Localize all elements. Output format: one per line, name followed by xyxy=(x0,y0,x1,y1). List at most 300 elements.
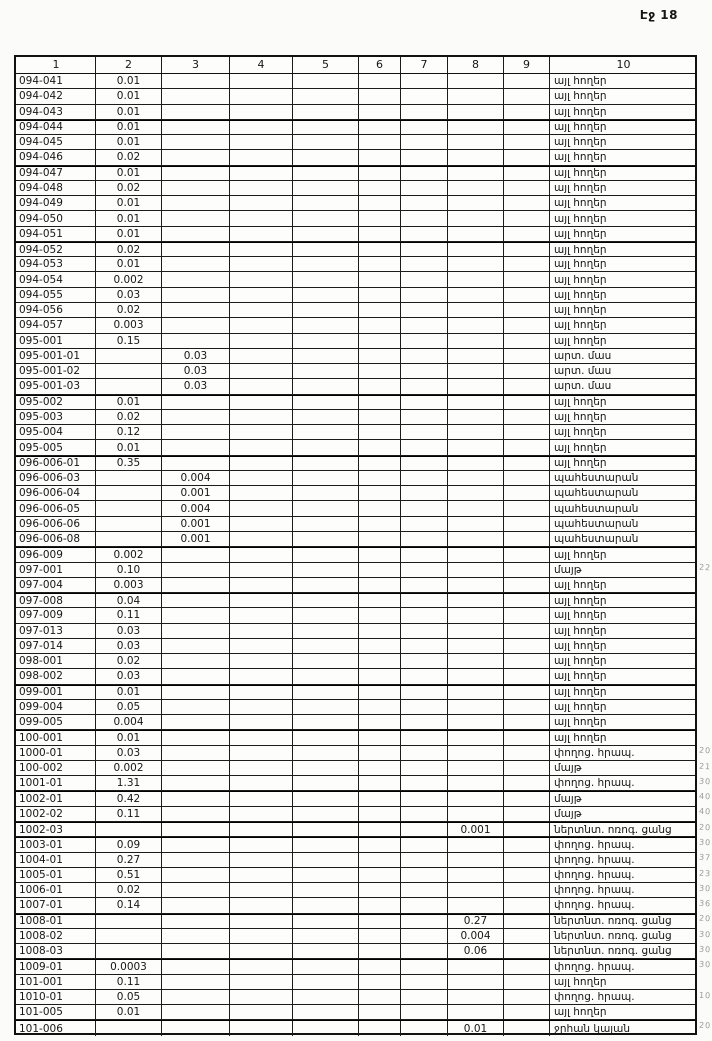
value-cell: 0.01 xyxy=(96,89,162,103)
value-cell xyxy=(162,608,230,622)
value-cell: 0.15 xyxy=(96,334,162,348)
value-cell xyxy=(293,89,359,103)
value-cell xyxy=(230,74,293,88)
parcel-code-cell: 094-053 xyxy=(16,257,96,271)
value-cell xyxy=(401,823,448,836)
value-cell xyxy=(293,1005,359,1019)
value-cell xyxy=(230,929,293,943)
land-use-cell: պահեստարան xyxy=(554,472,639,485)
value-cell xyxy=(401,686,448,699)
value-cell xyxy=(448,686,504,699)
land-use-cell: այլ հողեր xyxy=(554,670,607,683)
land-use-cell: արտ. մաս xyxy=(554,349,612,362)
value-cell xyxy=(96,823,162,836)
value-cell: 0.02 xyxy=(96,243,162,256)
value-cell xyxy=(230,349,293,363)
value-cell xyxy=(162,639,230,653)
value-cell: 0.01 xyxy=(96,227,162,241)
value-cell xyxy=(162,669,230,683)
parcel-code-cell: 1009-01 xyxy=(16,960,96,973)
value-cell xyxy=(230,548,293,561)
handwritten-margin-note: 37 xyxy=(698,852,712,863)
table-row xyxy=(16,822,695,837)
value-cell: 0.14 xyxy=(96,898,162,912)
value-cell xyxy=(504,349,550,363)
value-cell xyxy=(504,227,550,241)
value-cell xyxy=(230,517,293,531)
value-cell xyxy=(293,440,359,454)
value-cell xyxy=(359,349,401,363)
value-cell: 0.0003 xyxy=(96,960,162,973)
value-cell xyxy=(504,823,550,836)
column-header: 8 xyxy=(448,57,504,73)
table-row xyxy=(16,700,695,715)
land-use-cell: պահեստարան xyxy=(554,487,639,500)
parcel-code-cell: 095-004 xyxy=(16,425,96,439)
value-cell xyxy=(504,257,550,271)
table-row xyxy=(16,563,695,578)
value-cell xyxy=(293,594,359,607)
value-cell: 0.003 xyxy=(96,578,162,592)
parcel-code-cell: 1003-01 xyxy=(16,838,96,851)
value-cell xyxy=(359,807,401,821)
value-cell xyxy=(293,915,359,928)
handwritten-margin-note: 30 xyxy=(698,776,712,787)
value-cell: 0.51 xyxy=(96,868,162,882)
value-cell xyxy=(401,608,448,622)
table-row xyxy=(16,669,695,684)
parcel-code-cell: 094-045 xyxy=(16,135,96,149)
value-cell xyxy=(96,471,162,485)
value-cell xyxy=(401,548,448,561)
land-use-cell: այլ հողեր xyxy=(554,334,607,347)
value-cell xyxy=(162,898,230,912)
value-cell xyxy=(448,257,504,271)
land-use-cell: պահեստարան xyxy=(554,517,639,530)
value-cell xyxy=(448,776,504,790)
land-use-cell: այլ հողեր xyxy=(554,578,607,591)
value-cell xyxy=(401,578,448,592)
value-cell xyxy=(504,898,550,912)
value-cell xyxy=(162,167,230,180)
land-use-cell: այլ հողեր xyxy=(554,732,607,745)
value-cell xyxy=(359,761,401,775)
value-cell xyxy=(504,838,550,851)
value-cell xyxy=(448,624,504,638)
value-cell xyxy=(504,578,550,592)
value-cell xyxy=(359,883,401,897)
value-cell xyxy=(293,960,359,973)
parcel-code-cell: 094-049 xyxy=(16,196,96,210)
value-cell xyxy=(293,686,359,699)
value-cell xyxy=(230,334,293,348)
value-cell xyxy=(401,746,448,760)
value-cell xyxy=(448,639,504,653)
land-use-cell: այլ հողեր xyxy=(554,686,607,699)
value-cell: 0.03 xyxy=(162,349,230,363)
parcel-code-cell: 095-001-01 xyxy=(16,349,96,363)
value-cell xyxy=(230,608,293,622)
value-cell xyxy=(230,257,293,271)
parcel-code-cell: 099-001 xyxy=(16,686,96,699)
land-use-cell: այլ հողեր xyxy=(554,288,607,301)
land-use-cell: մայթ xyxy=(554,563,582,576)
table-row xyxy=(16,120,695,135)
value-cell: 0.35 xyxy=(96,457,162,470)
parcel-code-cell: 094-052 xyxy=(16,243,96,256)
value-cell xyxy=(504,853,550,867)
column-header: 2 xyxy=(96,57,162,73)
value-cell xyxy=(359,731,401,744)
value-cell xyxy=(162,211,230,225)
value-cell xyxy=(162,960,230,973)
parcel-code-cell: 094-054 xyxy=(16,272,96,286)
value-cell xyxy=(401,594,448,607)
table-row xyxy=(16,517,695,532)
value-cell: 0.02 xyxy=(96,181,162,195)
value-cell xyxy=(401,288,448,302)
value-cell: 0.01 xyxy=(96,396,162,409)
value-cell xyxy=(230,150,293,164)
value-cell xyxy=(230,639,293,653)
value-cell xyxy=(448,89,504,103)
land-use-cell: այլ հողեր xyxy=(554,701,607,714)
table-row xyxy=(16,166,695,181)
handwritten-margin-note: 10 xyxy=(698,990,712,1001)
value-cell xyxy=(359,396,401,409)
parcel-code-cell: 1008-03 xyxy=(16,944,96,958)
handwritten-margin-note: 30 xyxy=(698,959,712,970)
value-cell xyxy=(504,624,550,638)
value-cell xyxy=(401,74,448,88)
value-cell xyxy=(162,410,230,424)
value-cell xyxy=(230,776,293,790)
value-cell: 0.01 xyxy=(96,74,162,88)
value-cell xyxy=(359,196,401,210)
value-cell xyxy=(504,807,550,821)
value-cell xyxy=(401,975,448,989)
value-cell xyxy=(401,227,448,241)
value-cell xyxy=(504,594,550,607)
value-cell xyxy=(293,257,359,271)
table-row xyxy=(16,1020,695,1035)
value-cell xyxy=(448,1005,504,1019)
value-cell xyxy=(293,150,359,164)
table-row xyxy=(16,685,695,700)
value-cell: 0.01 xyxy=(96,196,162,210)
land-use-cell: այլ հողեր xyxy=(554,426,607,439)
value-cell xyxy=(162,74,230,88)
value-cell xyxy=(293,563,359,577)
value-cell xyxy=(230,1021,293,1035)
value-cell xyxy=(448,761,504,775)
value-cell xyxy=(96,1021,162,1035)
value-cell xyxy=(359,915,401,928)
value-cell xyxy=(230,303,293,317)
value-cell xyxy=(504,517,550,531)
parcel-code-cell: 1001-01 xyxy=(16,776,96,790)
land-use-cell: այլ հողեր xyxy=(554,167,607,180)
value-cell xyxy=(504,150,550,164)
value-cell xyxy=(448,517,504,531)
land-use-cell: այլ հողեր xyxy=(554,396,607,409)
parcel-code-cell: 094-041 xyxy=(16,74,96,88)
value-cell xyxy=(401,364,448,378)
value-cell xyxy=(401,776,448,790)
value-cell xyxy=(96,379,162,393)
land-use-cell: այլ հողեր xyxy=(554,624,607,637)
table-row xyxy=(16,74,695,89)
value-cell xyxy=(448,121,504,134)
column-header: 6 xyxy=(359,57,401,73)
value-cell: 0.004 xyxy=(162,501,230,515)
value-cell xyxy=(448,272,504,286)
value-cell xyxy=(293,898,359,912)
value-cell xyxy=(448,486,504,500)
value-cell: 0.10 xyxy=(96,563,162,577)
value-cell xyxy=(504,669,550,683)
value-cell xyxy=(359,135,401,149)
value-cell xyxy=(359,440,401,454)
value-cell xyxy=(359,1005,401,1019)
value-cell: 0.01 xyxy=(96,121,162,134)
value-cell xyxy=(448,792,504,805)
land-use-cell: ներտնտ. ոռոգ. ցանց xyxy=(554,823,672,836)
land-use-cell: մայթ xyxy=(554,762,582,775)
table-row xyxy=(16,440,695,455)
value-cell xyxy=(293,975,359,989)
value-cell xyxy=(448,563,504,577)
value-cell xyxy=(448,807,504,821)
handwritten-margin-note: 36 xyxy=(698,898,712,909)
value-cell xyxy=(401,853,448,867)
value-cell xyxy=(401,761,448,775)
parcel-code-cell: 099-004 xyxy=(16,700,96,714)
value-cell xyxy=(293,196,359,210)
table-row xyxy=(16,654,695,669)
value-cell xyxy=(359,227,401,241)
table-row xyxy=(16,608,695,623)
value-cell xyxy=(293,105,359,119)
value-cell xyxy=(448,410,504,424)
table-row xyxy=(16,150,695,165)
value-cell xyxy=(359,501,401,515)
value-cell: 0.03 xyxy=(96,288,162,302)
parcel-code-cell: 101-005 xyxy=(16,1005,96,1019)
handwritten-margin-note: 20 xyxy=(698,913,712,924)
value-cell xyxy=(504,1005,550,1019)
land-use-cell: ներտնտ. ոռոգ. ցանց xyxy=(554,930,672,942)
land-use-cell: այլ հողեր xyxy=(554,655,607,668)
value-cell xyxy=(359,105,401,119)
value-cell xyxy=(401,318,448,332)
value-cell xyxy=(504,440,550,454)
land-use-cell: այլ հողեր xyxy=(554,548,607,561)
parcel-code-cell: 096-006-06 xyxy=(16,517,96,531)
value-cell xyxy=(162,181,230,195)
handwritten-margin-note: 30 xyxy=(698,837,712,848)
value-cell xyxy=(162,624,230,638)
value-cell xyxy=(359,715,401,729)
table-row xyxy=(16,379,695,394)
land-use-cell: պահեստարան xyxy=(554,502,639,515)
value-cell xyxy=(448,838,504,851)
table-row xyxy=(16,242,695,257)
value-cell xyxy=(230,853,293,867)
value-cell xyxy=(162,303,230,317)
handwritten-margin-note: 40 xyxy=(698,791,712,802)
land-use-cell: այլ հողեր xyxy=(554,975,607,988)
value-cell xyxy=(230,746,293,760)
value-cell xyxy=(359,898,401,912)
value-cell xyxy=(293,334,359,348)
value-cell xyxy=(230,868,293,882)
value-cell xyxy=(401,624,448,638)
value-cell xyxy=(448,288,504,302)
value-cell xyxy=(230,669,293,683)
value-cell xyxy=(359,594,401,607)
value-cell xyxy=(293,608,359,622)
value-cell: 0.11 xyxy=(96,608,162,622)
value-cell xyxy=(293,823,359,836)
value-cell xyxy=(162,990,230,1004)
value-cell xyxy=(504,761,550,775)
table-row xyxy=(16,791,695,806)
table-row xyxy=(16,135,695,150)
parcel-code-cell: 098-001 xyxy=(16,654,96,668)
value-cell xyxy=(359,944,401,958)
value-cell: 1.31 xyxy=(96,776,162,790)
value-cell xyxy=(293,715,359,729)
value-cell xyxy=(162,807,230,821)
value-cell xyxy=(230,288,293,302)
land-use-cell: այլ հողեր xyxy=(554,594,607,607)
value-cell xyxy=(401,196,448,210)
value-cell xyxy=(359,379,401,393)
value-cell xyxy=(162,853,230,867)
table-row xyxy=(16,761,695,776)
value-cell xyxy=(359,486,401,500)
value-cell xyxy=(504,792,550,805)
value-cell xyxy=(359,563,401,577)
parcel-code-cell: 094-046 xyxy=(16,150,96,164)
value-cell xyxy=(162,594,230,607)
table-row xyxy=(16,425,695,440)
table-row xyxy=(16,578,695,593)
value-cell xyxy=(401,731,448,744)
parcel-code-cell: 100-002 xyxy=(16,761,96,775)
value-cell xyxy=(448,975,504,989)
table-row xyxy=(16,1005,695,1020)
value-cell xyxy=(359,776,401,790)
parcel-code-cell: 1007-01 xyxy=(16,898,96,912)
value-cell xyxy=(504,746,550,760)
value-cell: 0.03 xyxy=(162,364,230,378)
value-cell: 0.02 xyxy=(96,150,162,164)
value-cell xyxy=(401,89,448,103)
value-cell xyxy=(162,731,230,744)
value-cell xyxy=(504,975,550,989)
table-row xyxy=(16,746,695,761)
value-cell xyxy=(230,425,293,439)
value-cell xyxy=(162,929,230,943)
parcel-code-cell: 098-002 xyxy=(16,669,96,683)
value-cell xyxy=(162,150,230,164)
value-cell xyxy=(448,74,504,88)
value-cell xyxy=(162,654,230,668)
table-row xyxy=(16,364,695,379)
table-row xyxy=(16,105,695,120)
value-cell xyxy=(448,227,504,241)
table-row xyxy=(16,929,695,944)
land-use-cell: մայթ xyxy=(554,807,582,820)
value-cell: 0.01 xyxy=(96,105,162,119)
parcel-code-cell: 101-006 xyxy=(16,1021,96,1035)
value-cell xyxy=(401,440,448,454)
value-cell xyxy=(162,1005,230,1019)
table-row xyxy=(16,334,695,349)
value-cell: 0.42 xyxy=(96,792,162,805)
value-cell xyxy=(448,731,504,744)
value-cell xyxy=(96,501,162,515)
value-cell xyxy=(401,990,448,1004)
parcel-code-cell: 1000-01 xyxy=(16,746,96,760)
value-cell xyxy=(96,532,162,546)
value-cell xyxy=(230,457,293,470)
value-cell: 0.03 xyxy=(96,639,162,653)
value-cell xyxy=(504,654,550,668)
value-cell xyxy=(401,425,448,439)
parcel-code-cell: 1002-03 xyxy=(16,823,96,836)
value-cell xyxy=(293,700,359,714)
value-cell xyxy=(448,396,504,409)
value-cell xyxy=(162,761,230,775)
value-cell xyxy=(293,288,359,302)
value-cell xyxy=(401,915,448,928)
value-cell xyxy=(504,486,550,500)
value-cell xyxy=(504,74,550,88)
land-use-cell: այլ հողեր xyxy=(554,258,607,271)
value-cell xyxy=(230,975,293,989)
value-cell xyxy=(504,288,550,302)
value-cell xyxy=(162,868,230,882)
land-use-cell: այլ հողեր xyxy=(554,151,607,164)
value-cell xyxy=(230,318,293,332)
parcel-code-cell: 097-001 xyxy=(16,563,96,577)
table-row xyxy=(16,837,695,852)
table-row xyxy=(16,959,695,974)
table-row xyxy=(16,730,695,745)
value-cell xyxy=(504,532,550,546)
table-row xyxy=(16,776,695,791)
value-cell xyxy=(359,211,401,225)
parcel-code-cell: 094-050 xyxy=(16,211,96,225)
value-cell xyxy=(230,272,293,286)
value-cell: 0.06 xyxy=(448,944,504,958)
value-cell xyxy=(504,639,550,653)
value-cell: 0.004 xyxy=(448,929,504,943)
value-cell xyxy=(448,349,504,363)
value-cell xyxy=(359,74,401,88)
value-cell xyxy=(401,303,448,317)
parcel-code-cell: 094-042 xyxy=(16,89,96,103)
land-use-cell: փողոց. հրապ. xyxy=(554,868,635,881)
value-cell xyxy=(359,990,401,1004)
value-cell xyxy=(162,883,230,897)
handwritten-margin-note: 21 xyxy=(698,761,712,772)
value-cell: 0.001 xyxy=(448,823,504,836)
value-cell xyxy=(162,457,230,470)
